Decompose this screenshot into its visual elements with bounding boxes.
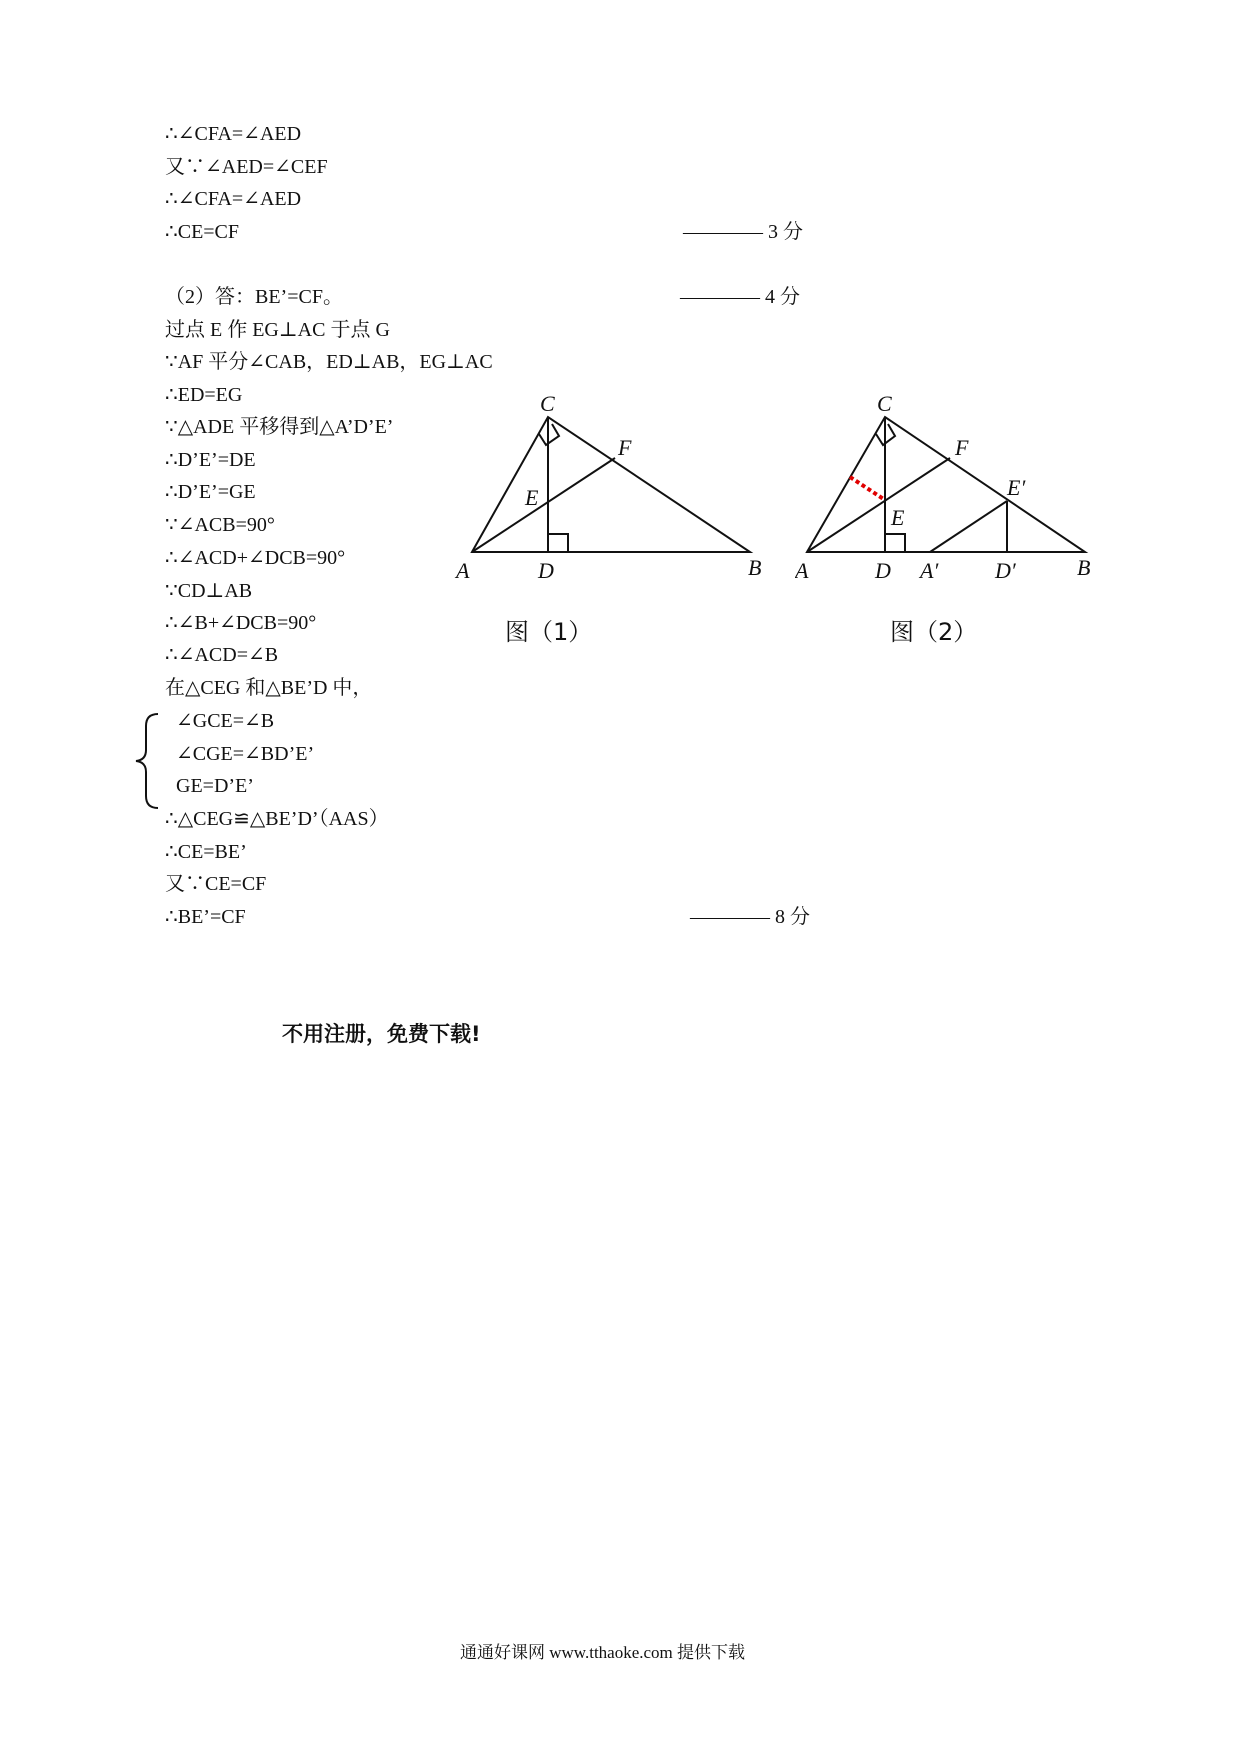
label-E-prime: E′: [1007, 475, 1026, 500]
proof-line: ∴∠CFA=∠AED: [165, 123, 302, 145]
proof-line: ∴D’E’=DE: [165, 449, 256, 471]
label-C: C: [877, 391, 892, 416]
proof-line: ∴CE=CF: [165, 221, 240, 243]
proof-line: ∴ED=EG: [165, 384, 243, 406]
figure-2-caption: 图（2）: [890, 618, 978, 646]
label-E: E: [891, 505, 905, 530]
proof-line: 又∵CE=CF: [165, 873, 267, 895]
promo-text: 不用注册，免费下载!: [282, 1022, 481, 1046]
figure-2-diagram: [795, 385, 1135, 585]
proof-line: ∵∠ACB=90°: [165, 514, 275, 536]
page-footer: 通通好课网 www.tthaoke.com 提供下载: [460, 1643, 746, 1662]
label-B: B: [1077, 555, 1091, 580]
eg-dashed-segment: [850, 477, 885, 500]
score-mark: ———— 8 分: [690, 906, 810, 928]
part-2-answer: （2）答：BE’=CF。: [165, 286, 343, 308]
label-D: D: [538, 558, 554, 583]
label-A: A: [456, 558, 470, 583]
label-F: F: [955, 435, 969, 460]
proof-line: ∴∠B+∠DCB=90°: [165, 612, 317, 634]
proof-line: ∴CE=BE’: [165, 841, 247, 863]
figure-1-diagram: [450, 385, 790, 585]
proof-line: ∴∠CFA=∠AED: [165, 188, 302, 210]
proof-line: 又∵∠AED=∠CEF: [165, 156, 328, 178]
label-E: E: [525, 485, 539, 510]
label-D: D: [875, 558, 891, 583]
proof-line: ∵CD⊥AB: [165, 580, 253, 602]
label-A-prime: A′: [920, 558, 939, 583]
label-C: C: [540, 391, 555, 416]
proof-line: ∴BE’=CF: [165, 906, 246, 928]
score-mark: ———— 3 分: [683, 221, 803, 243]
label-F: F: [618, 435, 632, 460]
label-A: A: [795, 558, 809, 583]
proof-line: ∵△ADE 平移得到△A’D’E’: [165, 416, 394, 438]
proof-line: ∴∠ACD+∠DCB=90°: [165, 547, 346, 569]
condition-line: ∠CGE=∠BD’E’: [176, 743, 315, 765]
proof-line: ∴∠ACD=∠B: [165, 644, 279, 666]
condition-line: GE=D’E’: [176, 775, 254, 797]
label-D-prime: D′: [995, 558, 1016, 583]
condition-line: ∠GCE=∠B: [176, 710, 275, 732]
label-B: B: [748, 555, 762, 580]
proof-line: ∵AF 平分∠CAB，ED⊥AB，EG⊥AC: [165, 351, 493, 373]
proof-line: ∴D’E’=GE: [165, 481, 256, 503]
score-mark: ———— 4 分: [680, 286, 800, 308]
proof-line: 过点 E 作 EG⊥AC 于点 G: [165, 319, 390, 341]
proof-line: 在△CEG 和△BE’D 中，: [165, 677, 373, 699]
proof-line: ∴△CEG≌△BE’D’（AAS）: [165, 808, 389, 830]
left-brace: [132, 712, 162, 810]
figure-1-caption: 图（1）: [505, 618, 593, 646]
